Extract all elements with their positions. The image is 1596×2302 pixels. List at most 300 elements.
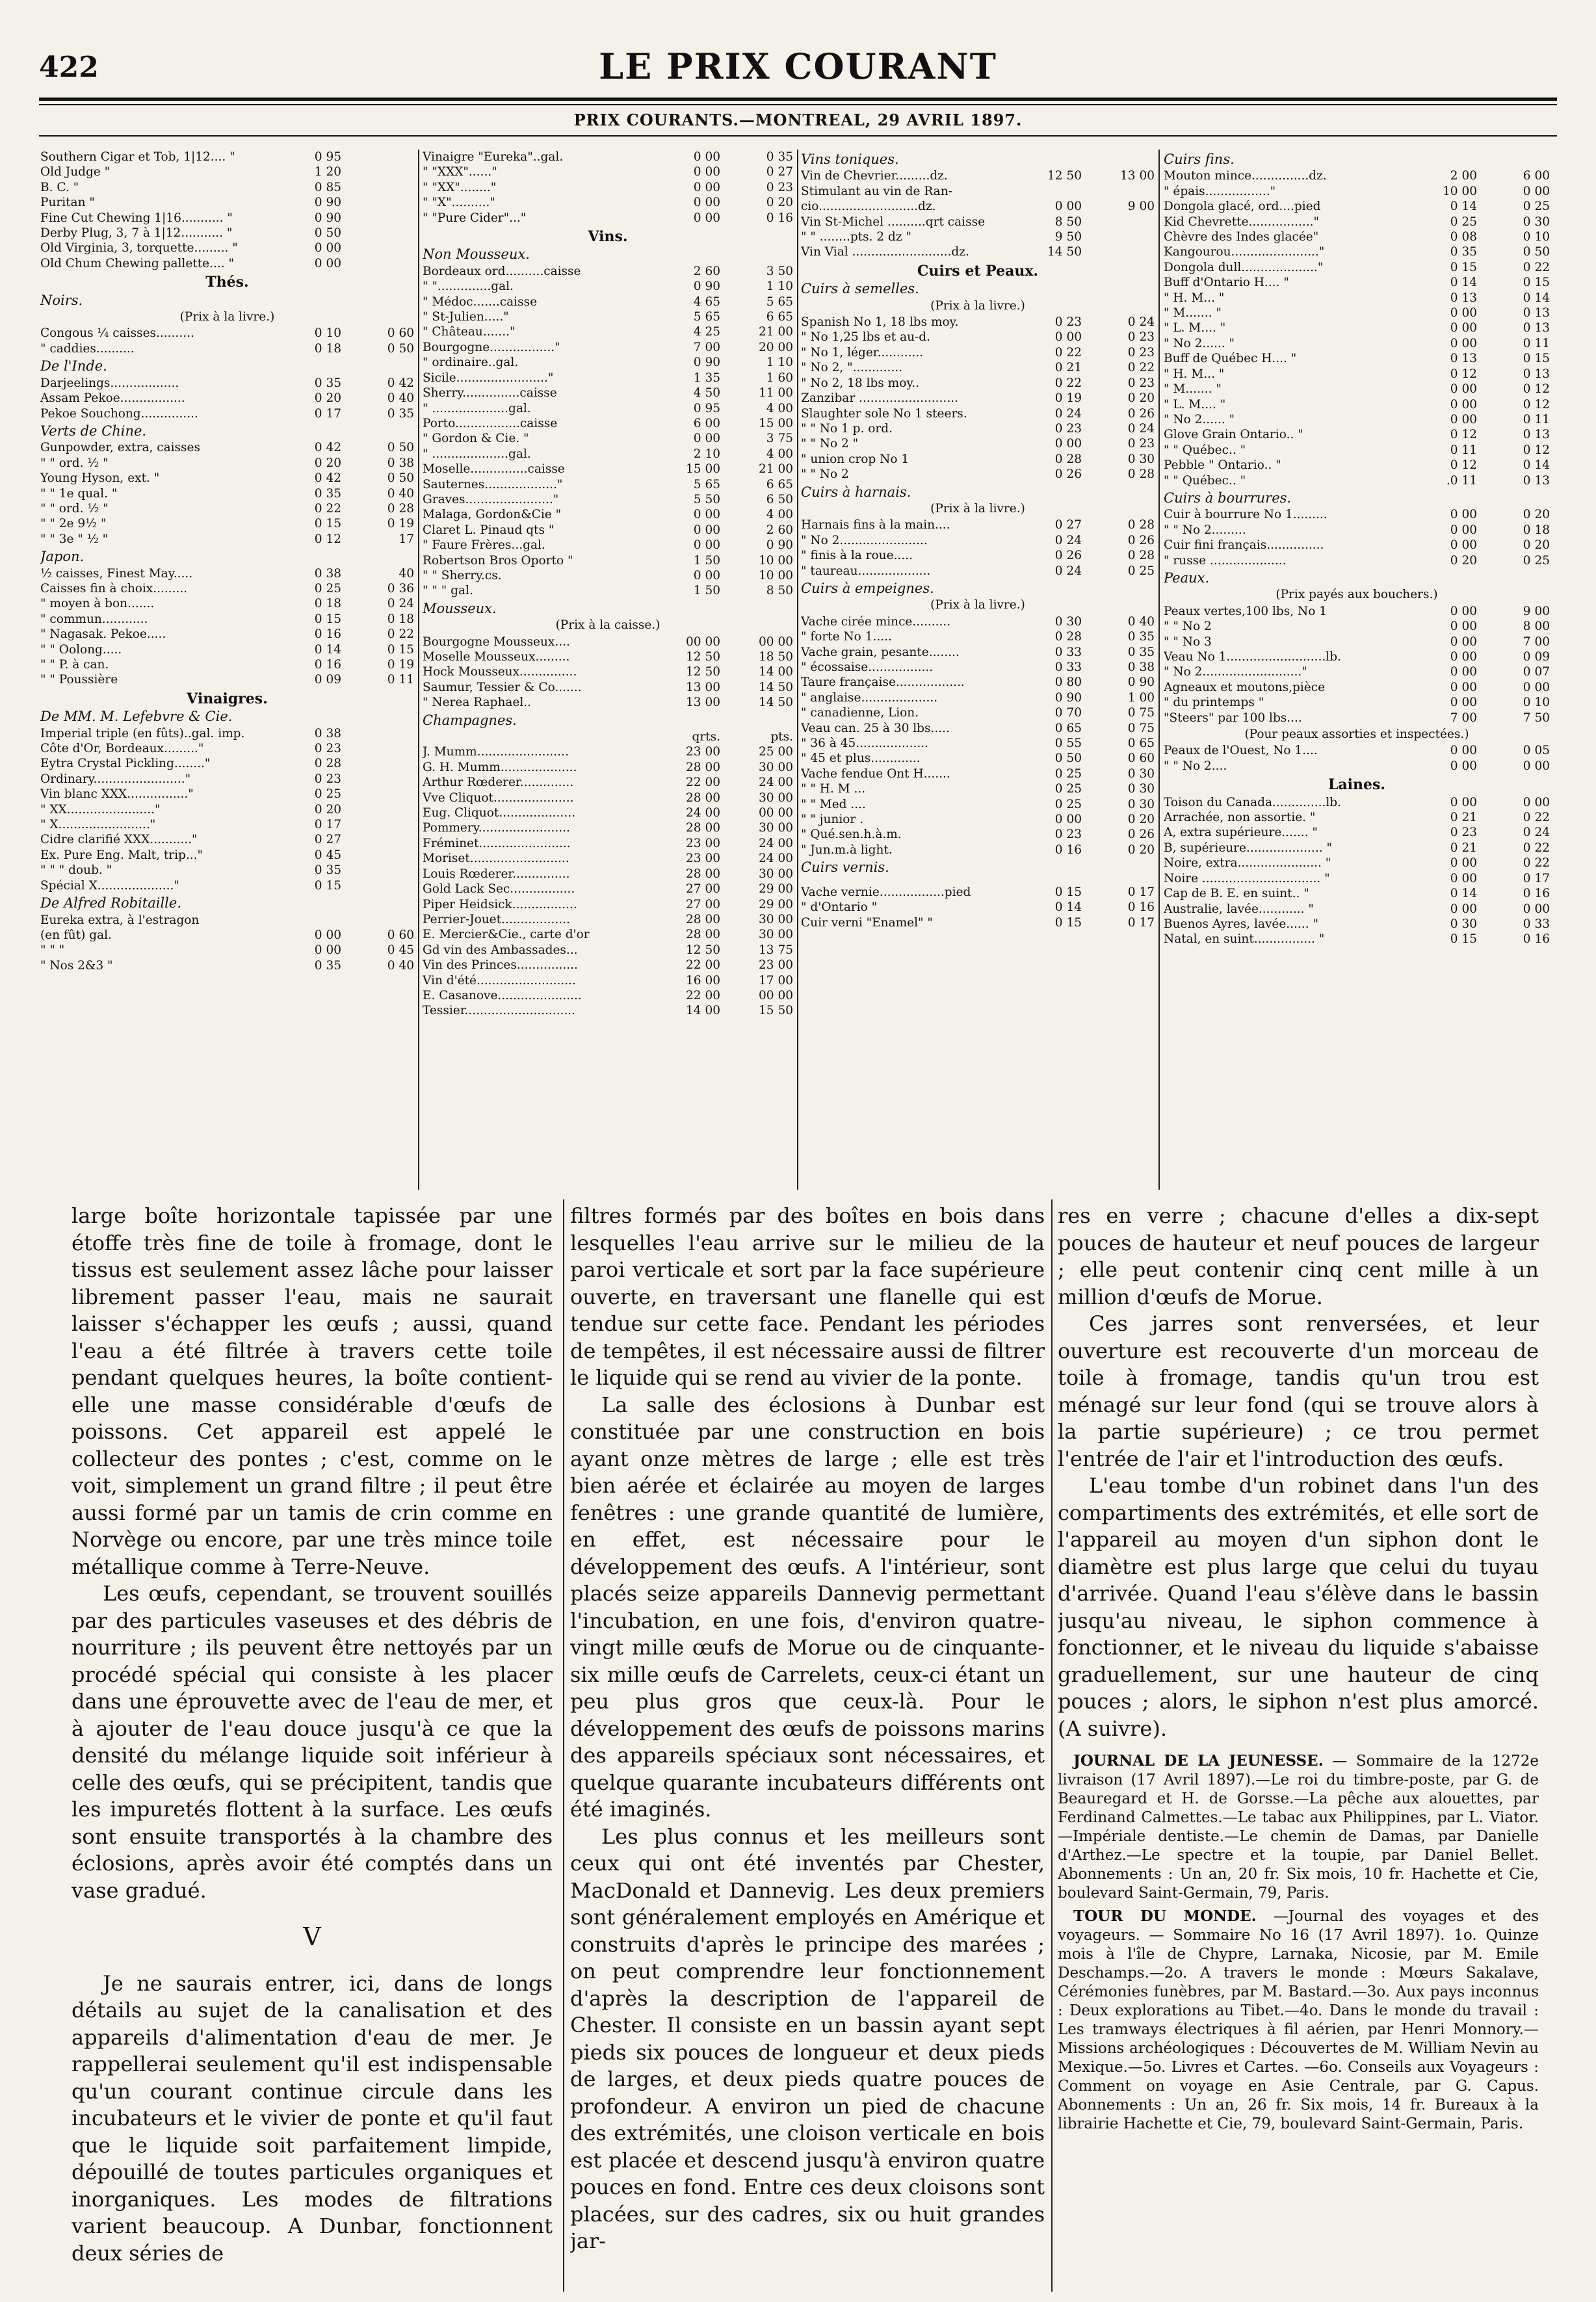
price-low: 0 00 [1450, 306, 1477, 320]
price-high: 0 22 [387, 627, 414, 642]
price-low: 0 00 [1450, 650, 1477, 664]
price-low: 0 13 [1450, 352, 1477, 366]
price-row [423, 492, 793, 507]
price-row [1164, 795, 1550, 810]
price-row [423, 988, 793, 1003]
price-row [40, 913, 414, 928]
price-list-subheading: PRIX COURANTS.—MONTREAL, 29 AVRIL 1897. [573, 111, 1023, 129]
price-row [40, 581, 414, 596]
item-name: " No 2...... " [1164, 412, 1235, 426]
item-name: Vin de Chevrier.........dz. [801, 169, 948, 183]
price-row [801, 766, 1155, 781]
article-paragraph: filtres formés par des boîtes en bois dans lesquelles l'eau arrive sur le milieu de la paroi verticale et sort par la face supérieure ouverte, en traversant une flanelle qui est tendue sur cette face. Pendant les périodes de tempêtes, il est nécessaire aussi de filtrer le liquide qui se rend au vivier de la ponte. [570, 1203, 1045, 1390]
price-row [40, 726, 414, 741]
price-row [801, 915, 1155, 930]
article-paragraph: res en verre ; chacune d'elles a dix-sept pouces de hauteur et neuf pouces de largeur ; elle peut contenir cinq cent mille à un million d'œufs de Morue. [1058, 1203, 1539, 1309]
price-row [423, 649, 793, 664]
price-row [423, 309, 793, 324]
price-low: 0 00 [1450, 382, 1477, 397]
price-high: 24 00 [759, 776, 793, 790]
item-name: " caddies.......... [40, 341, 135, 356]
price-high: 29 00 [759, 882, 793, 896]
subsection-heading: Cuirs vernis. [801, 859, 889, 876]
price-low: 22 00 [686, 958, 720, 973]
price-row [40, 772, 414, 787]
price-low: 0 90 [1054, 690, 1082, 705]
price-high: 0 40 [1127, 614, 1155, 629]
section-number: V [303, 1922, 321, 1951]
price-high: 6 00 [1523, 169, 1550, 183]
price-low: 2 60 [693, 264, 720, 278]
item-name: " Jun.m.à light. [801, 843, 893, 857]
price-high: 0 26 [1127, 533, 1155, 547]
price-row [423, 664, 793, 679]
article-paragraph: L'eau tombe d'un robinet dans l'un des compartiments des extrémités, et elle sort de l'appareil au moyen d'un siphon dont le diamètre est plus large que celui du tuyau d'arrivée. Quand l'eau s'élève dans le bassin jusqu'au niveau, le siphon commence à fonctionner, et le niveau du liquide s'abaisse graduellement, sur une hauteur de cinq pouces ; alors, le siphon n'est plus amorcé. (A suivre). [1058, 1473, 1539, 1741]
price-low: 0 00 [314, 943, 341, 958]
item-name: " finis à la roue..... [801, 549, 913, 563]
price-low: 0 00 [1450, 902, 1477, 916]
item-name: Glove Grain Ontario.. " [1164, 428, 1303, 442]
price-high: 00 00 [759, 806, 793, 820]
item-name: " écossaise................. [801, 661, 934, 674]
article-paragraph: Je ne saurais entrer, ici, dans de longs détails au sujet de la canalisation et des appareils d'alimentation d'eau de mer. Je rappellerai seulement qu'il est indispensable qu'un courant continue circule dans les incubateurs et le vivier de ponte et qu'il faut que le liquide soit parfaitement limpide, dépouillé de toutes particules organiques et inorganiques. Les modes de filtrations varient beaucoup. A Dunbar, fonctionnent deux séries de [72, 1970, 553, 2266]
price-low: 0 14 [1450, 200, 1477, 214]
item-name: " " ord. ½ " [40, 456, 109, 470]
price-high: 0 30 [1127, 766, 1155, 781]
price-low: 0 08 [1450, 230, 1477, 244]
price-row [40, 596, 414, 611]
price-row [423, 927, 793, 942]
item-name: " forte No 1..... [801, 630, 892, 644]
price-low: 0 38 [314, 566, 341, 581]
price-high: 0 60 [387, 326, 414, 341]
item-name: " " No 3 [1164, 634, 1212, 649]
price-high [341, 741, 414, 756]
item-name: " "X".........." [423, 196, 495, 210]
price-high: 30 00 [759, 760, 793, 774]
price-row [40, 657, 414, 672]
item-name: G. H. Mumm.................... [423, 760, 577, 774]
price-row [801, 345, 1155, 360]
price-row [423, 867, 793, 882]
price-high: 6 65 [766, 310, 793, 324]
price-high: 0 22 [1523, 811, 1550, 825]
price-low: 0 00 [1450, 523, 1477, 537]
item-name: B. C. " [40, 180, 79, 194]
item-name: Assam Pekoe................. [40, 391, 185, 406]
price-row [1164, 215, 1550, 229]
price-row [801, 391, 1155, 406]
item-name: Peaux vertes,100 lbs, No 1 [1164, 604, 1328, 618]
item-name: " " Med .... [801, 797, 866, 811]
item-name: Sherry...............caisse [423, 386, 557, 400]
price-high: 0 26 [1127, 406, 1155, 421]
section-heading: Thés. [205, 274, 249, 291]
price-row [423, 553, 793, 568]
price-row [40, 391, 414, 406]
article-paragraph: La salle des éclosions à Dunbar est constituée par une construction en bois ayant onze mètres de large ; elle est très bien aérée et éclairée au moyen de larges fenêtres : une grande quantité de lumière, en effet, est nécessaire pour le développement des œufs. A l'intérieur, sont placés seize appareils Dannevig permettant l'incubation, en une fois, d'environ quatre-vingt mille œufs de Morue ou de cinquante-six mille œufs de Carrelets, ceux-ci étant un peu plus gros que ceux-là. Pour le développement des œufs de poissons marins des appareils spéciaux sont nécessaires, et quelque quarante incubateurs différents ont été imaginés. [570, 1392, 1045, 1822]
price-high: 0 17 [1127, 915, 1155, 930]
item-name: Cuir verni "Enamel" " [801, 915, 933, 930]
price-high: 0 20 [766, 196, 793, 210]
price-row [801, 436, 1155, 451]
price-high: 0 24 [1523, 826, 1550, 840]
item-name: Dongola dull...................." [1164, 260, 1324, 274]
item-name: Darjeelings.................. [40, 376, 179, 390]
price-row [1164, 619, 1550, 634]
price-low: 0 00 [1450, 508, 1477, 522]
price-low: 0 19 [1054, 391, 1082, 406]
price-row [40, 406, 414, 421]
price-low: 0 00 [1450, 696, 1477, 710]
price-row [40, 566, 414, 581]
price-low: 0 95 [693, 401, 720, 415]
price-row [423, 294, 793, 309]
price-low: 0 14 [1450, 887, 1477, 901]
section-heading: Cuirs et Peaux. [917, 262, 1039, 280]
price-high: 30 00 [759, 928, 793, 942]
price-high: 9 00 [1127, 200, 1155, 214]
item-name: Buff de Québec H.... " [1164, 352, 1297, 366]
price-high: 0 15 [1523, 352, 1550, 366]
price-low: 0 00 [314, 928, 341, 942]
price-row [801, 548, 1155, 563]
item-name: " " " [40, 943, 65, 958]
price-row [1164, 168, 1550, 183]
price-low [1012, 184, 1082, 199]
price-low: 12 50 [1047, 169, 1082, 183]
item-name: " " " gal. [423, 584, 473, 598]
item-name: "Steers" par 100 lbs.... [1164, 711, 1302, 725]
price-high: 0 25 [1523, 553, 1550, 568]
price-low: 13 00 [686, 680, 720, 694]
item-name: Claret L. Pinaud qts " [423, 523, 555, 537]
price-high: 0 16 [1523, 887, 1550, 901]
price-low: 0 35 [314, 863, 341, 878]
price-row [1164, 367, 1550, 382]
review-title: JOURNAL DE LA JEUNESSE. [1073, 1752, 1324, 1770]
price-row [423, 912, 793, 927]
price-high: 0 23 [1127, 330, 1155, 345]
price-high: 0 28 [1127, 518, 1155, 532]
price-row [423, 820, 793, 835]
item-name: " Château......." [423, 325, 516, 339]
price-row [423, 538, 793, 553]
price-unit-note: (Prix à la livre.) [930, 598, 1025, 612]
item-name: " russe .................... [1164, 553, 1287, 568]
price-high: 0 35 [1127, 630, 1155, 644]
item-name: Mouton mince...............dz. [1164, 169, 1327, 183]
price-low: 0 20 [1450, 553, 1477, 568]
price-low: 28 00 [686, 821, 720, 835]
article-column-3 [1058, 1203, 1539, 2288]
price-row [423, 791, 793, 805]
price-low: 0 25 [1054, 766, 1082, 781]
price-row [423, 695, 793, 710]
price-high: 0 35 [766, 150, 793, 164]
item-name: " Nerea Raphael.. [423, 696, 532, 710]
price-low: 0 00 [1054, 330, 1082, 345]
price-high: 0 16 [1127, 900, 1155, 915]
price-high: 1 00 [1127, 690, 1155, 705]
price-row [423, 680, 793, 695]
price-row [801, 705, 1155, 720]
price-row [801, 199, 1155, 214]
price-high: 0 17 [1127, 885, 1155, 899]
price-low: 0 22 [314, 501, 341, 516]
price-low: 28 00 [686, 760, 720, 774]
price-row [40, 150, 414, 164]
price-row [40, 928, 414, 943]
price-low: 0 15 [1450, 260, 1477, 274]
price-low: 0 00 [693, 211, 720, 225]
price-row [423, 744, 793, 759]
price-unit-note: (Prix à la livre.) [930, 298, 1025, 313]
masthead-title: LE PRIX COURANT [599, 46, 997, 87]
item-name: Old Virginia, 3, torquette......... " [40, 241, 238, 255]
price-high [341, 802, 414, 817]
price-low: 16 00 [686, 973, 720, 988]
subsection-heading: Cuirs fins. [1164, 151, 1235, 167]
price-high: 1 10 [766, 356, 793, 370]
price-low: 0 27 [314, 833, 341, 847]
review-notice [1058, 1751, 1539, 1903]
price-row [801, 614, 1155, 629]
price-high: 0 14 [1523, 291, 1550, 305]
price-high: 0 23 [1127, 345, 1155, 360]
price-low: 0 27 [1054, 518, 1082, 532]
price-high: 0 13 [1523, 473, 1550, 488]
subsection-heading: Peaux. [1164, 569, 1210, 586]
price-row [40, 943, 414, 958]
price-row [801, 645, 1155, 660]
price-low: 0 85 [314, 180, 341, 194]
item-name: Young Hyson, ext. " [40, 471, 160, 486]
price-row [423, 897, 793, 912]
price-high: 2 60 [766, 523, 793, 537]
item-name: " " 2e 9½ " [40, 517, 107, 531]
price-low: 0 28 [314, 757, 341, 771]
item-name: " du printemps " [1164, 696, 1264, 710]
price-low: 0 09 [314, 673, 341, 687]
price-high: 0 35 [387, 406, 414, 421]
item-name: " X........................" [40, 818, 156, 832]
price-high: 0 14 [1523, 458, 1550, 473]
item-name: " ordinaire..gal. [423, 356, 519, 370]
price-row [423, 583, 793, 598]
item-name: Vin Vial ..........................dz. [801, 245, 969, 259]
price-row [1164, 649, 1550, 664]
price-row [801, 885, 1155, 900]
article-divider-1 [563, 1199, 564, 2292]
price-row [801, 629, 1155, 644]
price-low: 0 13 [1450, 291, 1477, 305]
price-row [423, 355, 793, 370]
price-low: 0 20 [314, 456, 341, 470]
article-paragraph: Les plus connus et les meilleurs sont ceux qui ont été inventés par Chester, MacDonald et Dannevig. Les deux premiers sont généralement employés en Amérique et construits d'après le principe des marées ; on peut comprendre leur fonctionnement d'après la description de l'appareil de Chester. Il consiste en un bassin ayant sept pieds six pouces de longueur et deux pieds de larges, et deux pieds quatre pouces de profondeur. A environ un pied de chacune des extrémités, une cloison verticale en bois est placée et descend jusqu'à environ quatre pouces en fond. Entre ces deux cloisons sont placées, sur des cadres, six ou huit grandes jar- [570, 1824, 1045, 2253]
price-high: 0 00 [1523, 795, 1550, 809]
price-low: 1 50 [693, 553, 720, 568]
item-name: " "XX"........" [423, 180, 497, 194]
price-high: 0 22 [1523, 841, 1550, 855]
price-high: 0 28 [1127, 467, 1155, 482]
price-row [1164, 229, 1550, 244]
price-column-1 [40, 150, 419, 1190]
item-name: Kangourou......................." [1164, 245, 1325, 259]
price-high [341, 863, 414, 878]
price-low: 0 00 [1450, 665, 1477, 679]
price-unit-note: (Prix payés aux bouchers.) [1275, 588, 1438, 602]
price-low: 0 35 [314, 958, 341, 973]
price-row [40, 241, 414, 255]
price-high: 0 20 [1127, 813, 1155, 827]
price-low: 24 00 [686, 806, 720, 820]
price-row [801, 467, 1155, 482]
price-row [40, 376, 414, 391]
subsection-heading: Cuirs à bourrures. [1164, 490, 1292, 506]
item-name: Stimulant au vin de Ran- [801, 184, 952, 198]
price-high: 0 00 [1523, 680, 1550, 694]
price-low: 0 90 [314, 196, 341, 210]
item-name: Piper Heidsick................. [423, 897, 577, 911]
price-row [1164, 886, 1550, 901]
price-row [423, 836, 793, 851]
item-name: Noire, extra...................... " [1164, 856, 1331, 870]
price-low: 0 45 [314, 848, 341, 862]
price-row [423, 760, 793, 775]
price-high: 14 50 [759, 680, 793, 694]
price-unit-note: (Pour peaux assorties et inspectées.) [1244, 727, 1469, 742]
price-low: 14 00 [686, 1004, 720, 1018]
item-name: Côte d'Or, Bordeaux........." [40, 742, 204, 756]
price-low: 0 42 [314, 441, 341, 455]
price-low: 0 22 [1054, 376, 1082, 390]
item-name: Malaga, Gordon&Cie " [423, 508, 562, 522]
price-row [801, 244, 1155, 259]
price-high: 6 65 [766, 477, 793, 491]
price-row [423, 958, 793, 973]
price-row [1164, 759, 1550, 774]
price-row [1164, 680, 1550, 695]
price-high: 0 40 [387, 391, 414, 406]
price-high: 0 23 [1127, 437, 1155, 451]
article-divider-2 [1051, 1199, 1053, 2292]
price-low: 1 20 [314, 165, 341, 179]
price-low: 0 28 [1054, 630, 1082, 644]
price-row [423, 1003, 793, 1018]
price-unit-note: (Prix à la caisse.) [555, 618, 661, 633]
price-row [40, 471, 414, 486]
price-row [1164, 443, 1550, 458]
price-low: 12 50 [686, 943, 720, 957]
price-high: 0 75 [1127, 706, 1155, 720]
price-high [1082, 244, 1155, 259]
price-low: 0 14 [1450, 276, 1477, 290]
price-low: 0 00 [693, 538, 720, 553]
price-high: 0 12 [1523, 443, 1550, 457]
price-low: 0 12 [1450, 367, 1477, 381]
price-high [341, 256, 414, 271]
price-low: 0 21 [1450, 811, 1477, 825]
price-low: 28 00 [686, 928, 720, 942]
price-high: 0 22 [1523, 856, 1550, 870]
item-name: Pekoe Souchong............... [40, 406, 198, 421]
price-row [423, 324, 793, 339]
price-high: 0 11 [1523, 336, 1550, 350]
price-row [40, 832, 414, 847]
subsection-heading: Non Mousseux. [423, 246, 530, 263]
price-low: 00 00 [686, 634, 720, 649]
item-name: " No 2, "............. [801, 361, 903, 375]
price-low: 2 10 [693, 447, 720, 461]
item-name: A, extra supérieure....... " [1164, 826, 1318, 840]
price-row [1164, 382, 1550, 397]
item-name: Bourgogne................." [423, 340, 560, 354]
price-row [423, 447, 793, 462]
price-high: 0 12 [1523, 397, 1550, 412]
price-row [1164, 184, 1550, 199]
price-row [423, 279, 793, 294]
price-low: 0 80 [1054, 675, 1082, 690]
item-name: cio..........................dz. [801, 200, 936, 214]
price-low: 0 00 [1450, 871, 1477, 885]
price-row [1164, 473, 1550, 488]
price-low: 28 00 [686, 912, 720, 926]
item-name: " M....... " [1164, 382, 1222, 397]
price-low: 0 00 [1450, 412, 1477, 426]
price-high: 0 13 [1523, 321, 1550, 335]
price-row [1164, 397, 1550, 412]
article-column-1 [72, 1203, 553, 2288]
item-name: " " 1e qual. " [40, 486, 118, 501]
price-low: 1 35 [693, 371, 720, 385]
price-row [801, 843, 1155, 857]
price-low: 0 14 [1054, 900, 1082, 915]
subsection-heading: Cuirs à empeignes. [801, 580, 934, 596]
price-row [423, 882, 793, 896]
price-low: 0 15 [1054, 915, 1082, 930]
price-low: 0 00 [1054, 813, 1082, 827]
price-row [423, 851, 793, 866]
price-high: 3 50 [766, 264, 793, 278]
price-low: 0 00 [693, 523, 720, 537]
item-name: " Nagasak. Pekoe..... [40, 627, 166, 642]
price-row [40, 741, 414, 756]
item-name: " H. M... " [1164, 291, 1225, 305]
price-low: 0 00 [1450, 856, 1477, 870]
item-name: Taure française.................. [801, 675, 965, 690]
price-low: 0 00 [1450, 680, 1477, 694]
price-row [801, 406, 1155, 421]
price-high: 30 00 [759, 791, 793, 805]
article-column-2 [570, 1203, 1045, 2288]
item-name: Arrachée, non assortie. " [1164, 811, 1316, 825]
price-high: 0 10 [1523, 696, 1550, 710]
price-low: 0 24 [1054, 533, 1082, 547]
price-row [40, 226, 414, 241]
item-name: " "XXX"......" [423, 165, 497, 179]
price-row [1164, 538, 1550, 553]
price-high: 0 15 [387, 642, 414, 657]
price-row [423, 180, 793, 195]
price-high: 30 00 [759, 867, 793, 881]
price-low: 0 12 [1450, 458, 1477, 473]
price-low: 13 00 [686, 696, 720, 710]
price-high: 14 50 [759, 696, 793, 710]
item-name: " " P. à can. [40, 658, 109, 672]
item-name: E. Mercier&Cie., carte d'or [423, 928, 590, 942]
price-low: 0 18 [314, 597, 341, 611]
